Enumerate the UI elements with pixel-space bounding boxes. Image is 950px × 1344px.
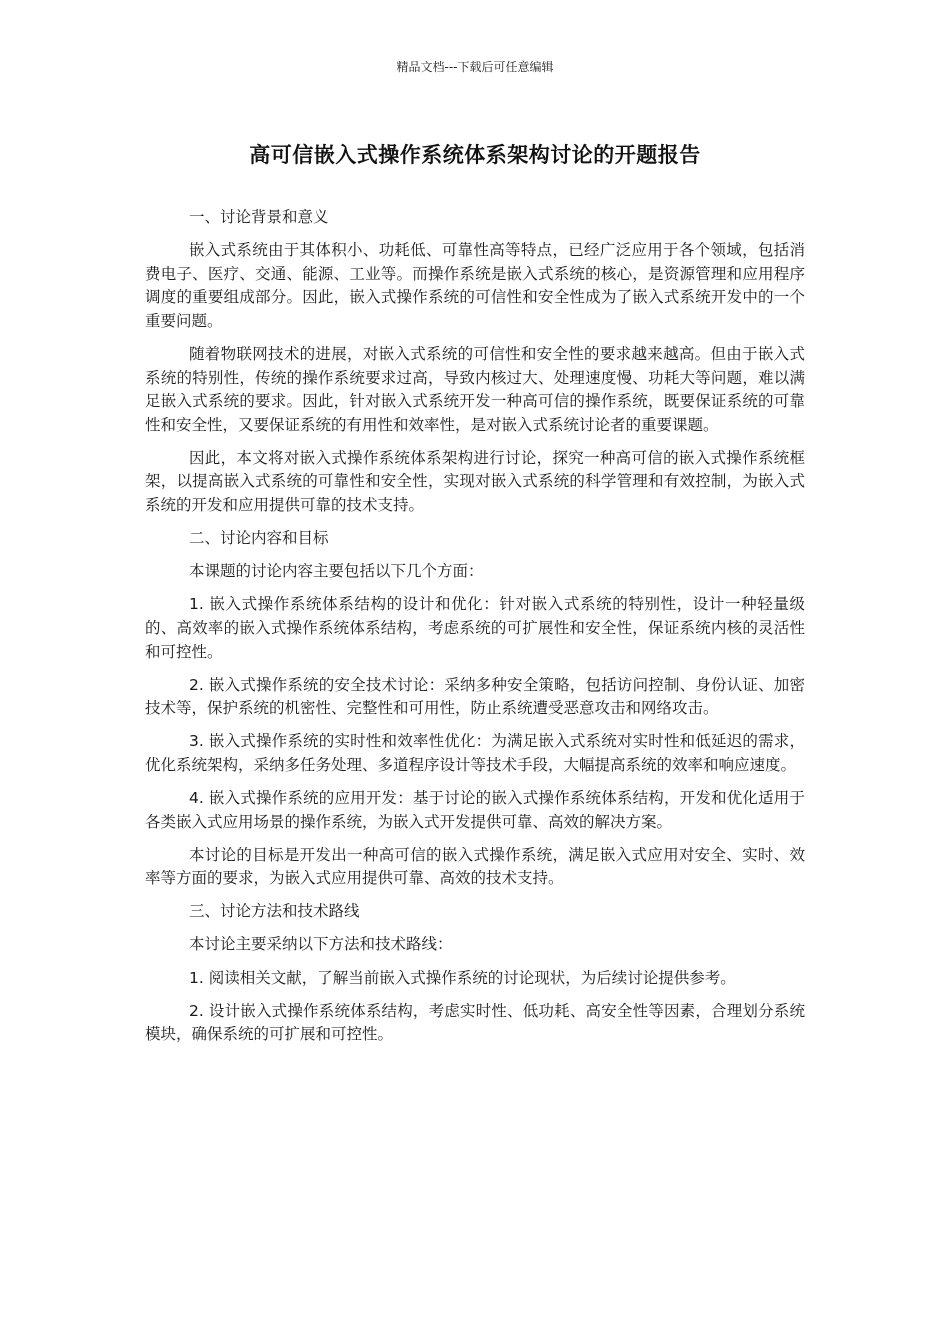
page-header: 精品文档---下载后可任意编辑 — [396, 60, 554, 74]
paragraph: 本讨论主要采纳以下方法和技术路线： — [189, 935, 453, 954]
list-item: 2. 设计嵌入式操作系统体系结构，考虑实时性、低功耗、高安全性等因素，合理划分系统模块，确保系统的可扩展和可控性。 — [145, 1001, 805, 1044]
paragraph: 本课题的讨论内容主要包括以下几个方面： — [189, 562, 484, 581]
list-item: 2. 嵌入式操作系统的安全技术讨论：采纳多种安全策略，包括访问控制、身份认证、加密技术等，保护系统的机密性、完整性和可用性，防止系统遭受恶意攻击和网络攻击。 — [145, 675, 805, 718]
section-heading-3: 三、讨论方法和技术路线 — [189, 902, 360, 921]
list-item: 1. 嵌入式操作系统体系结构的设计和优化：针对嵌入式系统的特别性，设计一种轻量级的、高效率的嵌入式操作系统体系结构，考虑系统的可扩展性和安全性，保证系统内核的灵活性和可控性。 — [145, 595, 805, 661]
paragraph: 嵌入式系统由于其体积小、功耗低、可靠性高等特点，已经广泛应用于各个领域，包括消费电子、医疗、交通、能源、工业等。而操作系统是嵌入式系统的核心，是资源管理和应用程序调度的重要组成部分。因此，嵌入式操作系统的可信性和安全性成为了嵌入式系统开发中的一个重要问题。 — [145, 241, 805, 330]
section-heading-2: 二、讨论内容和目标 — [189, 529, 329, 548]
paragraph: 因此，本文将对嵌入式操作系统体系架构进行讨论，探究一种高可信的嵌入式操作系统框架，以提高嵌入式系统的可靠性和安全性，实现对嵌入式系统的科学管理和有效控制，为嵌入式系统的开发和应用提供可靠的技术支持。 — [145, 448, 805, 515]
document-body — [145, 206, 805, 1056]
paragraph: 本讨论的目标是开发出一种高可信的嵌入式操作系统，满足嵌入式应用对安全、实时、效率等方面的要求，为嵌入式应用提供可靠、高效的技术支持。 — [145, 845, 805, 888]
document-title: 高可信嵌入式操作系统体系架构讨论的开题报告 — [249, 143, 701, 167]
section-heading-1: 一、讨论背景和意义 — [189, 208, 329, 226]
list-item: 3. 嵌入式操作系统的实时性和效率性优化：为满足嵌入式系统对实时性和低延迟的需求，优化系统架构，采纳多任务处理、多道程序设计等技术手段，大幅提高系统的效率和响应速度。 — [145, 732, 805, 774]
list-item: 4. 嵌入式操作系统的应用开发：基于讨论的嵌入式操作系统体系结构，开发和优化适用于各类嵌入式应用场景的操作系统，为嵌入式开发提供可靠、高效的解决方案。 — [145, 788, 805, 831]
list-item: 1. 阅读相关文献，了解当前嵌入式操作系统的讨论现状，为后续讨论提供参考。 — [189, 968, 736, 987]
paragraph: 随着物联网技术的进展，对嵌入式系统的可信性和安全性的要求越来越高。但由于嵌入式系统的特别性，传统的操作系统要求过高，导致内核过大、处理速度慢、功耗大等问题，难以满足嵌入式系统的要求。因此，针对嵌入式系统开发一种高可信的操作系统，既要保证系统的可靠性和安全性，又要保证系统的有用性和效率性，是对嵌入式系统讨论者的重要课题。 — [145, 344, 805, 434]
